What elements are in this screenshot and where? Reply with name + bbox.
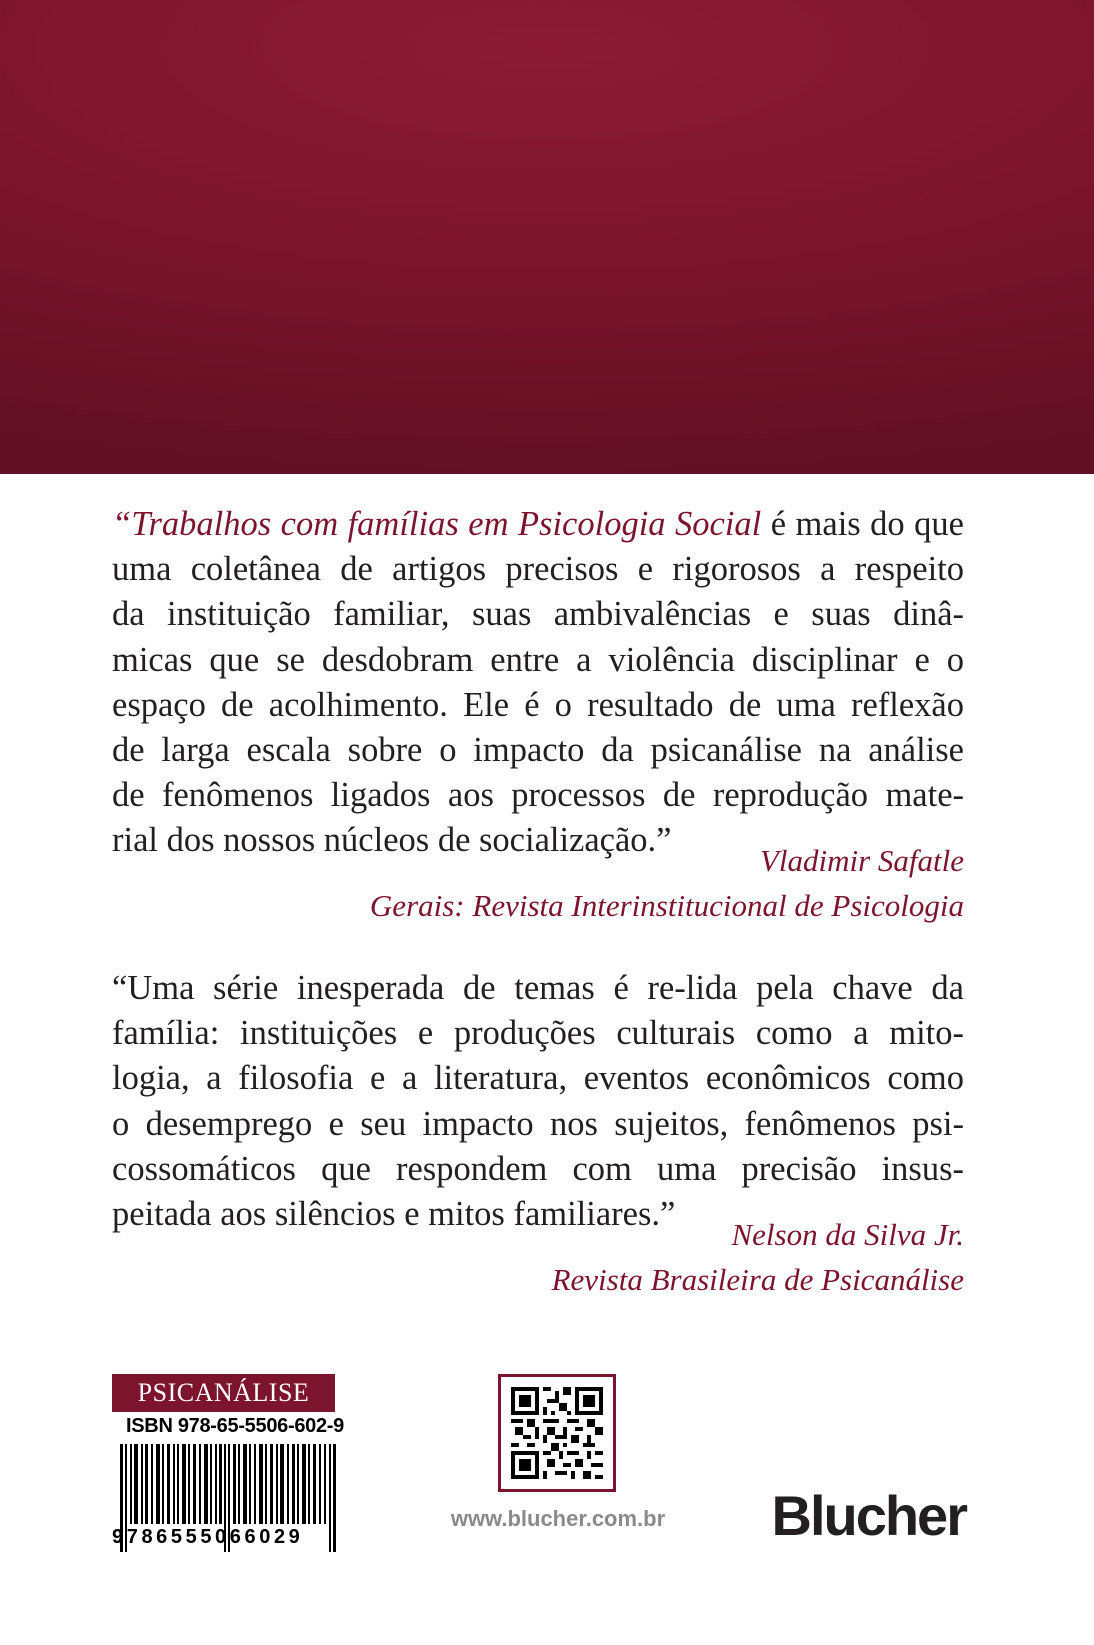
quote-1-line: rial dos nossos núcleos de socialização.” [112, 821, 672, 860]
book-title: Trabalhos com famílias em Psicologia Social [131, 505, 762, 543]
quote-1-line: de larga escala sobre o impacto da psicanálise na análise [112, 731, 964, 770]
quote-1-open-quote: “ [112, 505, 132, 543]
quote-2-line: logia, a filosofia e a literatura, eventos econômicos como [112, 1059, 964, 1098]
qr-code-icon [511, 1387, 603, 1479]
quote-1 [112, 502, 964, 864]
isbn-text: ISBN 978-65-5506-602-9 [126, 1415, 344, 1437]
quote-1-author: Vladimir Safatle [759, 843, 964, 878]
quote-2-source: Revista Brasileira de Psicanálise [551, 1262, 964, 1297]
quote-2 [112, 966, 964, 1237]
category-label: PSICANÁLISE [112, 1374, 335, 1412]
website-url: www.blucher.com.br [450, 1506, 666, 1531]
quote-2-line: o desemprego e seu impacto nos sujeitos, fenômenos psi- [112, 1104, 964, 1143]
quote-1-first-line-rest: é mais do que [761, 505, 964, 543]
quote-2-line: cossomáticos que respondem com uma precisão insus- [112, 1149, 964, 1188]
quote-1-line: espaço de acolhimento. Ele é o resultado de uma reflexão [112, 685, 964, 724]
quote-1-first-line [112, 502, 964, 547]
quote-2-author: Nelson da Silva Jr. [731, 1217, 964, 1252]
cover-color-band [0, 0, 1094, 474]
quote-2-line: peitada aos silêncios e mitos familiares.” [112, 1195, 676, 1234]
quote-1-line: da instituição familiar, suas ambivalências e suas dinâ- [112, 595, 964, 634]
quote-2-line: família: instituições e produções culturais como a mito- [112, 1014, 964, 1053]
qr-code-frame [498, 1374, 616, 1492]
quote-1-line: uma coletânea de artigos precisos e rigorosos a respeito [112, 550, 964, 589]
quote-1-line: micas que se desdobram entre a violência disciplinar e o [112, 640, 964, 679]
publisher-logo: Blucher [771, 1484, 966, 1547]
quote-2-line: “Uma série inesperada de temas é re-lida pela chave da [112, 969, 964, 1007]
quote-1-line: de fenômenos ligados aos processos de reprodução mate- [112, 776, 964, 815]
barcode-digits: 9786555066029 [112, 1526, 304, 1548]
quote-1-source: Gerais: Revista Interinstitucional de Psicologia [369, 888, 964, 923]
